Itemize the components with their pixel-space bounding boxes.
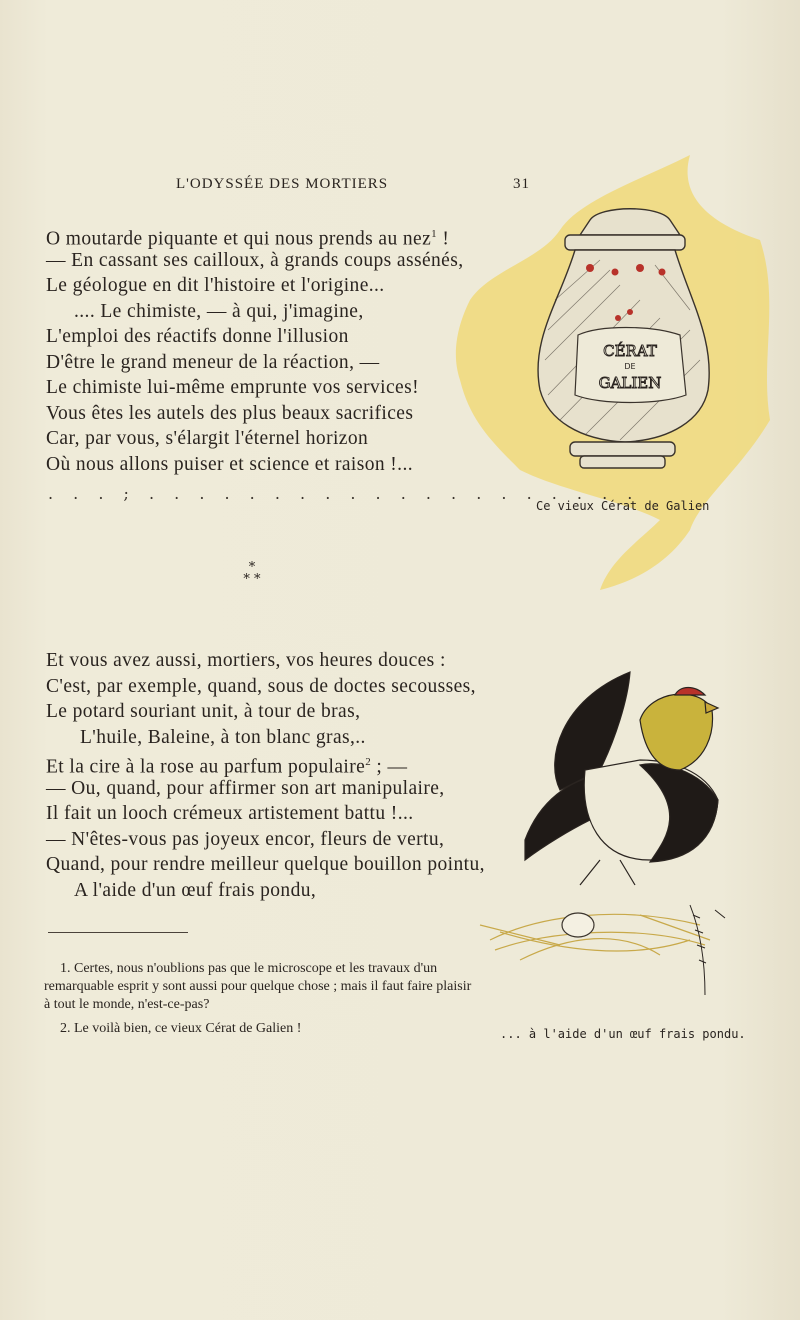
verse-line: — N'êtes-vous pas joyeux encor, fleurs de vertu, — [46, 828, 445, 850]
verse-line: L'huile, Baleine, à ton blanc gras,.. — [80, 726, 366, 748]
page-number: 31 — [513, 176, 530, 192]
verse-line: Vous êtes les autels des plus beaux sacrifices — [46, 402, 414, 424]
verse-line: L'emploi des réactifs donne l'illusion — [46, 326, 349, 347]
separator-stars-bottom: * * — [243, 572, 261, 587]
verse-line: D'être le grand meneur de la réaction, — — [46, 351, 380, 373]
footnote-1: 1. Certes, nous n'oublions pas que le microscope et les travaux d'un remarquable esprit y sont aussi pour quelque chose ; mais il faut faire plaisir à tout le monde, n'est-ce-pas? — [44, 961, 472, 1012]
ellipsis-dots: . . . ; . . . . . . . . . . . . . . . . . . . . — [48, 484, 640, 503]
jar-label-line1: CÉRAT — [603, 342, 657, 360]
verse-line: Car, par vous, s'élargit l'éternel horizon — [46, 428, 369, 449]
verse-line: — En cassant ses cailloux, à grands coups assénés, — [46, 249, 464, 271]
verse-line: Quand, pour rendre meilleur quelque bouillon pointu, — [46, 854, 485, 875]
verse-line: Où nous allons puiser et science et raison !... — [46, 453, 414, 475]
verse-line: — Ou, quand, pour affirmer son art manipulaire, — [46, 777, 445, 799]
caption-egg: ... à l'aide d'un œuf frais pondu. — [500, 1027, 746, 1041]
rooster — [525, 672, 718, 885]
verse-line: Le chimiste lui-même emprunte vos services! — [46, 377, 419, 398]
separator-star-top: * — [248, 560, 256, 575]
verse-line: A l'aide d'un œuf frais pondu, — [74, 879, 317, 901]
jar-label-line2: DE — [624, 362, 636, 371]
verse-stanza-2 — [46, 648, 485, 903]
footnote-2: 2. Le voilà bien, ce vieux Cérat de Galien ! — [60, 1021, 302, 1036]
verse-line: Et vous avez aussi, mortiers, vos heures douces : — [46, 650, 446, 671]
footnote-rule — [48, 932, 188, 933]
verse-line: .... Le chimiste, — à qui, j'imagine, — [74, 300, 364, 322]
jar-label-line3: GALIEN — [598, 374, 662, 392]
straw-nest — [480, 914, 710, 960]
footnotes — [44, 960, 474, 1044]
verse-line: Le géologue en dit l'histoire et l'origine... — [46, 275, 385, 296]
verse-line: C'est, par exemple, quand, sous de doctes secousses, — [46, 675, 476, 697]
stray-feathers — [690, 905, 725, 995]
verse-line: O moutarde piquante et qui nous prends au nez$^1$ ! — [46, 228, 450, 250]
caption-cerat: Ce vieux Cérat de Galien — [536, 499, 710, 513]
verse-line: Il fait un looch crémeux artistement battu !... — [46, 803, 414, 824]
running-title: L'ODYSSÉE DES MORTIERS — [176, 176, 389, 192]
egg — [562, 913, 594, 937]
verse-line: Et la cire à la rose au parfum populaire$^2$ ; — — [46, 756, 408, 778]
verse-line: Le potard souriant unit, à tour de bras, — [46, 701, 361, 722]
